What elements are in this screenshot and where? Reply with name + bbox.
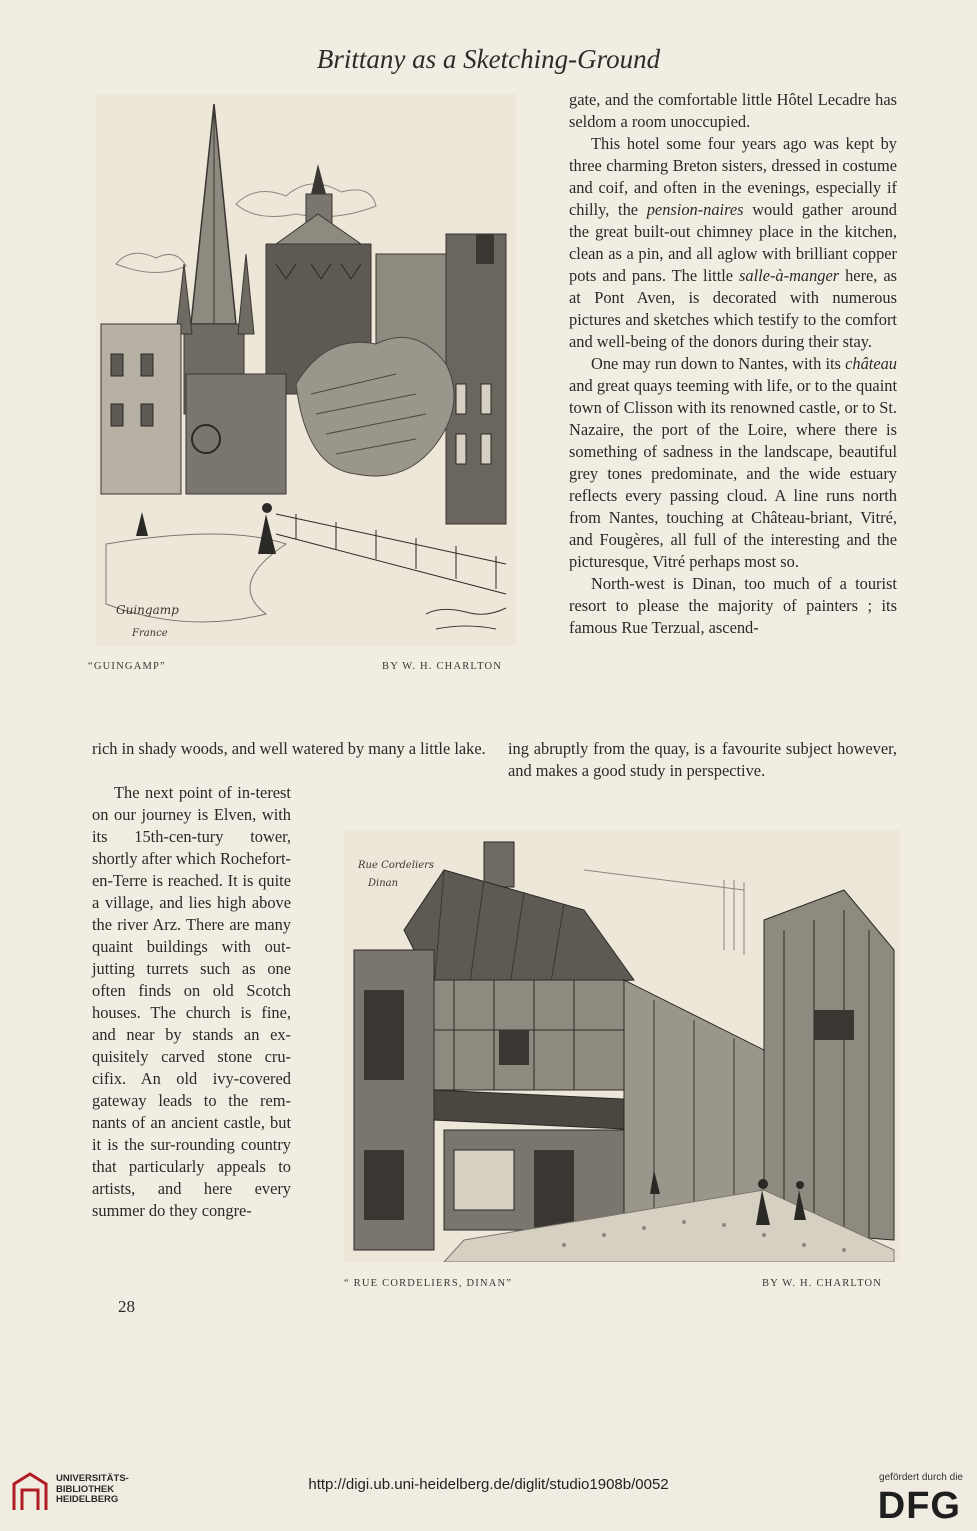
rue-cordeliers-drawing [344,830,900,1262]
wide-line-left: rich in shady woods, and well watered by many a little lake. [92,739,486,758]
left-column [92,782,291,1222]
library-line-3: HEIDELBERG [56,1494,119,1505]
guingamp-sketch [96,94,516,646]
page-number: 28 [118,1297,135,1316]
rue-cordeliers-inscription-town: Dinan [368,878,399,889]
right-paragraph-3: One may run down to Nantes, with its château and great quays teeming with life, or to the quaint town of Clisson with its renowned castle, or to St. Nazaire, the port of the Loire, where there is something of sadness in the landscape, beautiful grey tones predominate, and the wide estuary reflects every passing cloud. A line runs north from Nantes, touching at Château-briant, Vitré, and Fougères, all full of the interesting and the picturesque, Vitré perhaps most so. [569,354,897,571]
rue-cordeliers-caption-title: “ RUE CORDELIERS, DINAN” [344,1278,513,1289]
right-paragraph-1: gate, and the comfortable little Hôtel Lecadre has seldom a room unoccupied. [569,90,897,131]
library-line-1: UNIVERSITÄTS- [56,1473,129,1484]
guingamp-inscription-country: France [132,628,168,639]
guingamp-caption-credit: BY W. H. CHARLTON [382,661,503,672]
rue-cordeliers-inscription: Rue Cordeliers [358,860,435,871]
dfg-logo: DFG [877,1485,961,1527]
source-url-link[interactable]: http://digi.ub.uni-heidelberg.de/diglit/studio1908b/0052 [308,1476,669,1493]
right-paragraph-2: This hotel some four years ago was kept by three charming Breton sisters, dressed in costume and coif, and often in the evenings, especially if chilly, the pension-naires would gather around the great built-out chimney place in the kitchen, clean as a pin, and all aglow with brilliant copper pots and pans. The little salle-à-manger here, as at Pont Aven, is decorated with numerous pictures and sketches which testify to the comfort and well-being of the donors during their stay. [569,134,897,351]
wide-line-right: ing abruptly from the quay, is a favourite subject however, and makes a good study in perspective. [508,739,897,780]
funding-label: gefördert durch die [879,1472,963,1483]
guingamp-inscription: Guingamp [116,603,179,617]
rue-cordeliers-caption-credit: BY W. H. CHARLTON [762,1278,883,1289]
library-line-2: BIBLIOTHEK [56,1483,115,1495]
left-paragraph: The next point of in-terest on our journey is Elven, with its 15th-cen-tury tower, shortly after which Rochefort-en-Terre is reached. It is quite a village, and lies high above the river Arz. There are many quaint buildings with out-jutting turrets such as one often finds on old Scotch houses. The church is fine, and near by stands an ex-quisitely carved stone cru-cifix. An old ivy-covered gateway leads to the rem-nants of an ancient castle, but it is the sur-rounding country that particularly appeals to artists, and here every summer do they congre- [92,783,291,1220]
running-head: Brittany as a Sketching-Ground [316,44,661,74]
right-column [569,89,897,639]
right-paragraph-4: North-west is Dinan, too much of a tourist resort to please the majority of painters ; its famous Rue Terzual, ascend- [569,574,897,637]
guingamp-drawing [96,94,516,646]
guingamp-caption-title: “GUINGAMP” [88,661,166,672]
rue-cordeliers-sketch [344,830,900,1262]
